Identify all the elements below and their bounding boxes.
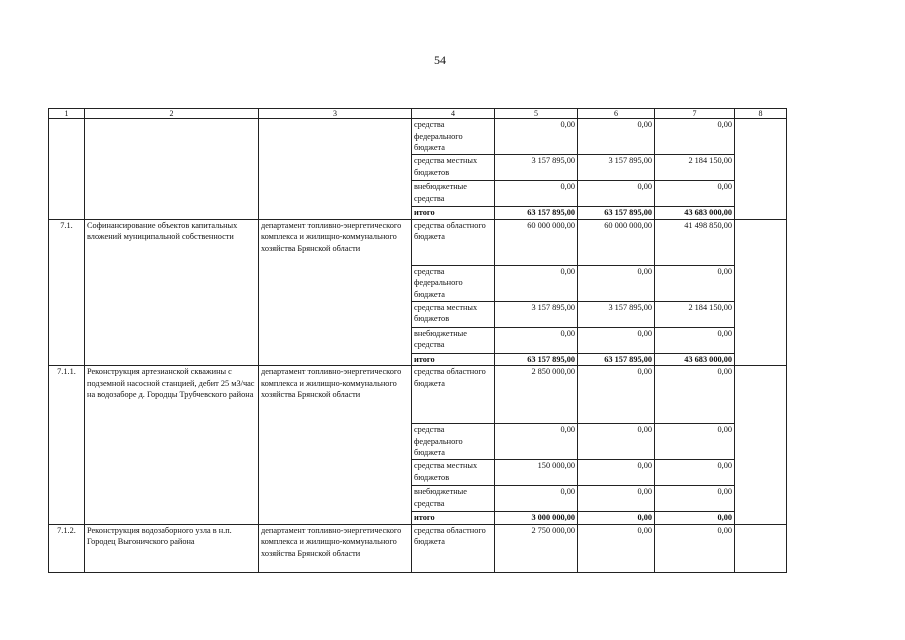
table-row	[49, 119, 787, 155]
source-cell: средства федерального бюджета	[412, 265, 495, 301]
source-cell: средства областного бюджета	[412, 219, 495, 265]
value-cell: 63 157 895,00	[578, 353, 655, 366]
value-cell: 2 750 000,00	[495, 524, 578, 572]
value-cell: 0,00	[578, 119, 655, 155]
value-cell: 63 157 895,00	[495, 353, 578, 366]
value-cell: 2 850 000,00	[495, 366, 578, 424]
value-cell: 0,00	[495, 327, 578, 353]
value-cell: 0,00	[495, 486, 578, 512]
value-cell: 3 157 895,00	[578, 155, 655, 181]
value-cell: 0,00	[655, 524, 735, 572]
value-cell: 0,00	[495, 181, 578, 207]
source-cell: средства федерального бюджета	[412, 119, 495, 155]
table-header-row	[49, 109, 787, 119]
value-cell: 0,00	[495, 265, 578, 301]
value-cell: 0,00	[578, 366, 655, 424]
source-cell: итого	[412, 207, 495, 220]
value-cell: 3 157 895,00	[495, 155, 578, 181]
source-cell: средства федерального бюджета	[412, 424, 495, 460]
page-number: 54	[434, 53, 446, 67]
source-cell: средства областного бюджета	[412, 524, 495, 572]
value-cell: 63 157 895,00	[578, 207, 655, 220]
title-cell	[85, 119, 259, 220]
value-cell: 0,00	[655, 181, 735, 207]
header-cell: 7	[655, 109, 735, 119]
note-cell	[735, 219, 787, 366]
value-cell: 0,00	[655, 486, 735, 512]
source-cell: средства местных бюджетов	[412, 155, 495, 181]
index-cell	[49, 119, 85, 220]
header-cell: 2	[85, 109, 259, 119]
source-cell: средства местных бюджетов	[412, 301, 495, 327]
source-cell: внебюджетные средства	[412, 486, 495, 512]
value-cell: 2 184 150,00	[655, 155, 735, 181]
value-cell: 0,00	[578, 512, 655, 525]
value-cell: 0,00	[495, 424, 578, 460]
dept-cell: департамент топливно-энергетического комплекса и жилищно-коммунального хозяйства Брянской области	[259, 366, 412, 525]
value-cell: 0,00	[655, 265, 735, 301]
value-cell: 0,00	[578, 327, 655, 353]
value-cell: 2 184 150,00	[655, 301, 735, 327]
value-cell: 0,00	[578, 424, 655, 460]
table-row	[49, 524, 787, 572]
value-cell: 3 000 000,00	[495, 512, 578, 525]
value-cell: 43 683 000,00	[655, 353, 735, 366]
title-cell: Софинансирование объектов капитальных вложений муниципальной собственности	[85, 219, 259, 366]
source-cell: средства местных бюджетов	[412, 460, 495, 486]
value-cell: 0,00	[655, 366, 735, 424]
header-cell: 1	[49, 109, 85, 119]
index-cell: 7.1.2.	[49, 524, 85, 572]
source-cell: внебюджетные средства	[412, 327, 495, 353]
note-cell	[735, 524, 787, 572]
title-cell: Реконструкция водозаборного узла в н.п. Городец Выгоничского района	[85, 524, 259, 572]
value-cell: 0,00	[578, 460, 655, 486]
header-cell: 6	[578, 109, 655, 119]
value-cell: 63 157 895,00	[495, 207, 578, 220]
title-cell: Реконструкция артезианской скважины с подземной насосной станцией, дебит 25 м3/час на водозаборе д. Городцы Трубчевского района	[85, 366, 259, 525]
value-cell: 150 000,00	[495, 460, 578, 486]
value-cell: 3 157 895,00	[578, 301, 655, 327]
value-cell: 0,00	[655, 512, 735, 525]
index-cell: 7.1.	[49, 219, 85, 366]
source-cell: итого	[412, 353, 495, 366]
value-cell: 0,00	[655, 460, 735, 486]
value-cell: 0,00	[578, 265, 655, 301]
header-cell: 3	[259, 109, 412, 119]
value-cell: 0,00	[578, 486, 655, 512]
table-row	[49, 219, 787, 265]
value-cell: 0,00	[578, 181, 655, 207]
value-cell: 43 683 000,00	[655, 207, 735, 220]
dept-cell	[259, 119, 412, 220]
budget-table	[48, 108, 787, 573]
value-cell: 0,00	[655, 424, 735, 460]
dept-cell: департамент топливно-энергетического комплекса и жилищно-коммунального хозяйства Брянской области	[259, 219, 412, 366]
header-cell: 8	[735, 109, 787, 119]
header-cell: 4	[412, 109, 495, 119]
header-cell: 5	[495, 109, 578, 119]
value-cell: 0,00	[655, 327, 735, 353]
note-cell	[735, 366, 787, 525]
value-cell: 0,00	[495, 119, 578, 155]
value-cell: 41 498 850,00	[655, 219, 735, 265]
value-cell: 60 000 000,00	[495, 219, 578, 265]
source-cell: итого	[412, 512, 495, 525]
dept-cell: департамент топливно-энергетического комплекса и жилищно-коммунального хозяйства Брянской области	[259, 524, 412, 572]
index-cell: 7.1.1.	[49, 366, 85, 525]
source-cell: средства областного бюджета	[412, 366, 495, 424]
table-row	[49, 366, 787, 424]
source-cell: внебюджетные средства	[412, 181, 495, 207]
value-cell: 60 000 000,00	[578, 219, 655, 265]
value-cell: 0,00	[655, 119, 735, 155]
value-cell: 0,00	[578, 524, 655, 572]
value-cell: 3 157 895,00	[495, 301, 578, 327]
note-cell	[735, 119, 787, 220]
